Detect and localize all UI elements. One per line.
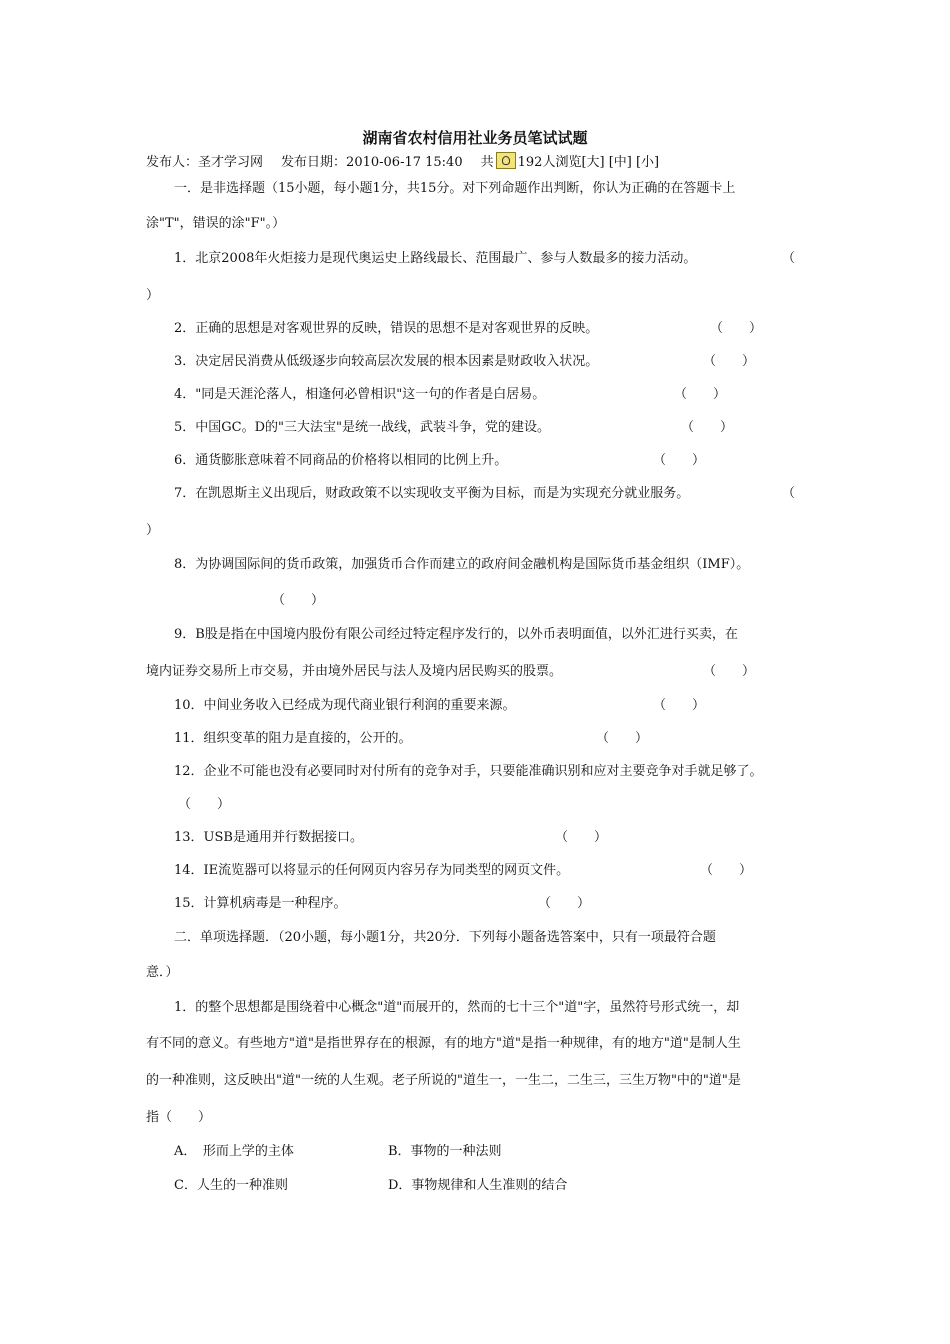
question-2: 2．正确的思想是对客观世界的反映，错误的思想不是对客观世界的反映。 — [174, 321, 599, 336]
question-11: 11．组织变革的阻力是直接的，公开的。 — [174, 731, 412, 746]
answer-blank: （ ） — [178, 797, 231, 812]
answer-blank-close: ） — [146, 288, 160, 303]
publisher-label: 发布人： — [146, 155, 199, 170]
publish-date: 2010-06-17 15:40 — [346, 155, 463, 170]
answer-blank-close: ） — [146, 523, 160, 538]
option-b: B．事物的一种法则 — [388, 1144, 502, 1159]
page-title: 湖南省农村信用社业务员笔试试题 — [362, 129, 588, 147]
answer-blank: （ ） — [272, 593, 325, 608]
question-12: 12．企业不可能也没有必要同时对付所有的竞争对手，只要能准确识别和应对主要竞争对手就足够了。 — [174, 764, 763, 779]
answer-blank: （ ） — [710, 321, 763, 336]
answer-blank: （ ） — [700, 863, 753, 878]
question-9: 9．B股是指在中国境内股份有限公司经过特定程序发行的，以外币表明面值，以外汇进行买卖，在 — [174, 627, 738, 642]
question-8: 8．为协调国际间的货币政策，加强货币合作而建立的政府间金融机构是国际货币基金组织（IMF）。 — [174, 557, 750, 572]
question-10: 10．中间业务收入已经成为现代商业银行利润的重要来源。 — [174, 698, 516, 713]
option-d: D．事物规律和人生准则的结合 — [388, 1178, 568, 1193]
answer-blank: （ ） — [681, 420, 734, 435]
mc-question-1-cont: 指（ ） — [146, 1110, 212, 1125]
answer-blank: （ ） — [674, 387, 727, 402]
answer-blank: （ ） — [596, 731, 649, 746]
question-5: 5．中国GC。D的"三大法宝"是统一战线，武装斗争，党的建设。 — [174, 420, 550, 435]
question-1: 1．北京2008年火炬接力是现代奥运史上路线最长、范围最广、参与人数最多的接力活动。 — [174, 251, 697, 266]
publisher-name: 圣才学习网 — [198, 155, 264, 170]
answer-blank-open: （ — [782, 251, 796, 266]
views-prefix: 共 — [480, 155, 494, 170]
question-13: 13．USB是通用并行数据接口。 — [174, 830, 363, 845]
question-7: 7．在凯恩斯主义出现后，财政政策不以实现收支平衡为目标，而是为实现充分就业服务。 — [174, 486, 690, 501]
section2-heading-cont: 意．） — [146, 965, 179, 980]
answer-blank: （ ） — [555, 830, 608, 845]
mc-question-1-cont: 的一种准则，这反映出"道"一统的人生观。老子所说的"道生一，一生二，二生三，三生万物"中的"道"是 — [146, 1073, 741, 1088]
question-14: 14．IE流览器可以将显示的任何网页内容另存为同类型的网页文件。 — [174, 863, 570, 878]
question-4: 4．"同是天涯沦落人，相逢何必曾相识"这一句的作者是白居易。 — [174, 387, 546, 402]
section1-heading-cont: 涂"T"，错误的涂"F"。） — [146, 216, 286, 231]
answer-blank: （ ） — [653, 453, 706, 468]
question-6: 6．通货膨胀意味着不同商品的价格将以相同的比例上升。 — [174, 453, 508, 468]
mc-question-1-cont: 有不同的意义。有些地方"道"是指世界存在的根源，有的地方"道"是指一种规律，有的地方"道"是制人生 — [146, 1036, 741, 1051]
answer-blank: （ ） — [703, 664, 756, 679]
meta-line — [146, 152, 659, 172]
question-9-cont: 境内证券交易所上市交易，并由境外居民与法人及境内居民购买的股票。 — [146, 664, 563, 679]
answer-blank-open: （ — [782, 486, 796, 501]
question-3: 3．决定居民消费从低级逐步向较高层次发展的根本因素是财政收入状况。 — [174, 354, 599, 369]
option-c: C．人生的一种准则 — [174, 1178, 288, 1193]
question-15: 15．计算机病毒是一种程序。 — [174, 896, 347, 911]
answer-blank: （ ） — [653, 698, 706, 713]
section1-heading: 一．是非选择题（15小题，每小题1分，共15分。对下列命题作出判断，你认为正确的在答题卡上 — [174, 181, 736, 196]
option-a: A． 形而上学的主体 — [174, 1144, 294, 1159]
answer-blank: （ ） — [703, 354, 756, 369]
date-label: 发布日期： — [281, 155, 347, 170]
mc-question-1: 1．的整个思想都是围绕着中心概念"道"而展开的，然而的七十三个"道"字，虽然符号形式统一，却 — [174, 1000, 740, 1015]
answer-blank: （ ） — [538, 896, 591, 911]
reader-icon — [496, 152, 516, 169]
views-count[interactable]: 192人浏览[大] [中] [小] — [517, 155, 660, 170]
section2-heading: 二．单项选择题．（20小题，每小题1分，共20分．下列每小题备选答案中，只有一项最符合题 — [174, 930, 716, 945]
